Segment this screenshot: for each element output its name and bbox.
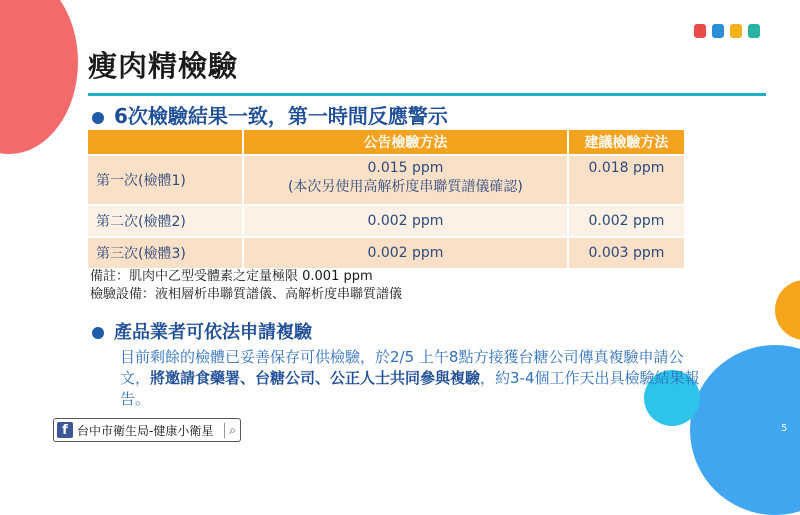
row-label: 第三次(檢體3) — [88, 237, 243, 268]
suggested-value: 0.018 ppm — [568, 155, 684, 205]
logo-mark-blue — [712, 24, 724, 38]
section-heading-reinspection — [92, 318, 312, 344]
logo-mark-yellow — [730, 24, 742, 38]
page-number: 5 — [781, 423, 788, 434]
table-row — [88, 155, 684, 205]
search-icon[interactable]: ⌕ — [224, 423, 236, 438]
facebook-icon: f — [57, 422, 73, 438]
official-value: 0.002 ppm — [243, 205, 568, 237]
suggested-value: 0.002 ppm — [568, 205, 684, 237]
logo — [694, 24, 760, 38]
decor-circle-red — [0, 0, 78, 154]
table-header-row — [88, 130, 684, 155]
official-value: 0.015 ppm — [367, 160, 444, 176]
row-label: 第二次(檢體2) — [88, 205, 243, 237]
table-row — [88, 237, 684, 268]
paragraph-part2: ，約3-4個工作天出具檢驗結果報告。 — [120, 369, 700, 408]
title-divider — [88, 93, 766, 96]
table-notes — [90, 268, 402, 304]
facebook-page-label: 台中市衛生局-健康小衛星 — [77, 423, 214, 438]
suggested-value: 0.003 ppm — [568, 237, 684, 268]
paragraph-bold: 將邀請食藥署、台糖公司、公正人士共同參與複驗 — [150, 369, 481, 387]
results-table — [88, 130, 684, 268]
reinspection-paragraph — [120, 347, 710, 410]
table-row — [88, 205, 684, 237]
official-value: 0.002 ppm — [243, 237, 568, 268]
table-header-cell — [88, 130, 243, 155]
bullet-icon — [92, 112, 104, 124]
table-header-official: 公告檢驗方法 — [243, 130, 568, 155]
table-header-suggested: 建議檢驗方法 — [568, 130, 684, 155]
logo-mark-red — [694, 24, 706, 38]
paragraph-part1: 目前剩餘的檢體已妥善保存可供檢驗，於2/5 上午8點方接獲台糖公司傳真複驗申請公文， — [120, 348, 684, 387]
section-heading-consistent-results — [92, 100, 448, 129]
facebook-search-bar[interactable] — [53, 418, 241, 442]
decor-circle-orange — [775, 280, 800, 340]
official-value-cell — [243, 155, 568, 205]
note-equipment: 檢驗設備：液相層析串聯質譜儀、高解析度串聯質譜儀 — [90, 287, 403, 302]
page-title: 瘦肉精檢驗 — [88, 49, 239, 83]
note-quantitation-limit: 備註：肌肉中乙型受體素之定量極限 0.001 ppm — [90, 269, 373, 284]
official-note: (本次另使用高解析度串聯質譜儀確認) — [287, 179, 523, 195]
bullet-icon — [92, 327, 104, 339]
section2-heading-text: 產品業者可依法申請複驗 — [114, 322, 312, 343]
row-label: 第一次(檢體1) — [88, 155, 243, 205]
section1-heading-text: 6次檢驗結果一致，第一時間反應警示 — [114, 104, 448, 128]
logo-mark-teal — [748, 24, 760, 38]
